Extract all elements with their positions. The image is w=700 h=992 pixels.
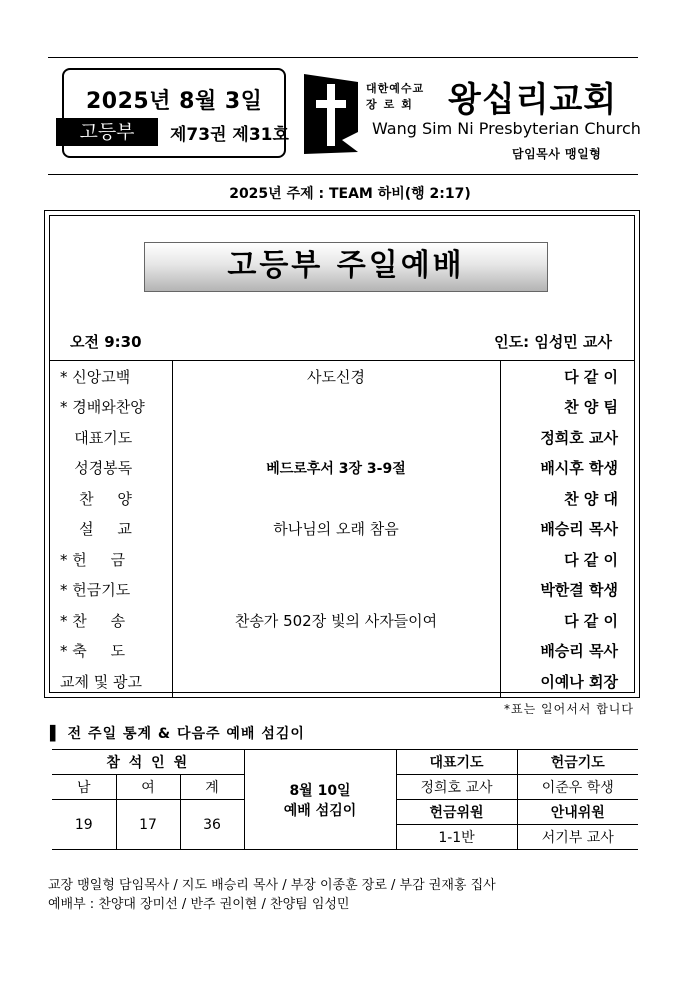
column-male: 남	[52, 775, 116, 800]
order-item-name: 대표기도	[50, 422, 172, 453]
department-badge: 고등부	[56, 118, 158, 146]
count-total: 36	[180, 800, 244, 850]
role-person: 정희호 교사	[396, 775, 517, 800]
role-label: 안내위원	[517, 800, 638, 825]
order-item-name: * 헌금기도	[50, 575, 172, 606]
order-item-name: * 신앙고백	[50, 361, 172, 392]
header-bottom-rule	[48, 174, 638, 175]
role-label: 대표기도	[396, 750, 517, 775]
order-item-leader: 정희호 교사	[540, 428, 618, 447]
order-row	[50, 453, 634, 484]
order-item-name: 교제 및 광고	[50, 666, 172, 697]
order-item-leader: 다 같 이	[564, 611, 618, 630]
order-item-leader: 배승리 목사	[540, 520, 618, 539]
order-item-name: 성경봉독	[50, 453, 172, 484]
senior-pastor: 담임목사 맹일형	[512, 147, 602, 161]
volume-issue: 제73권 제31호	[170, 125, 289, 145]
next-week-date: 8월 10일	[289, 782, 351, 799]
order-item-name: * 축 도	[50, 636, 172, 667]
footer-staff-line2: 예배부 : 찬양대 장미선 / 반주 권이현 / 찬양팀 임성민	[48, 897, 350, 912]
order-row	[50, 666, 634, 697]
standing-note: *표는 일어서서 합니다	[504, 702, 634, 716]
order-item-name: * 찬 송	[50, 605, 172, 636]
order-item-content	[172, 483, 500, 514]
order-row	[50, 514, 634, 545]
footer-staff-line1: 교장 맹일형 담임목사 / 지도 배승리 목사 / 부장 이종훈 장로 / 부감 권재홍 집사	[48, 878, 496, 893]
order-item-leader: 이예나 회장	[540, 672, 618, 691]
order-item-content	[172, 392, 500, 423]
cross-logo-icon	[302, 70, 360, 158]
order-row	[50, 575, 634, 606]
order-item-content: 베드로후서 3장 3-9절	[172, 453, 500, 484]
order-item-leader: 찬 양 대	[564, 489, 618, 508]
role-person: 서기부 교사	[517, 825, 638, 850]
order-item-leader: 박한결 학생	[540, 581, 618, 600]
order-item-name: * 경배와찬양	[50, 392, 172, 423]
service-leader: 인도: 임성민 교사	[494, 333, 612, 351]
role-label: 헌금기도	[517, 750, 638, 775]
order-item-content: 사도신경	[172, 361, 500, 392]
order-item-content: 찬송가 502장 빛의 사자들이여	[172, 605, 500, 636]
affiliation-line1: 대한예수교	[366, 82, 425, 95]
church-name: 왕십리교회	[448, 80, 618, 120]
order-item-leader: 배승리 목사	[540, 642, 618, 661]
column-female: 여	[116, 775, 180, 800]
next-week-servants	[244, 750, 396, 850]
bulletin-date: 2025년 8월 3일	[86, 89, 263, 114]
header-top-rule	[48, 57, 638, 58]
column-total: 계	[180, 775, 244, 800]
order-item-name: 설 교	[50, 514, 172, 545]
order-item-name: 찬 양	[50, 483, 172, 514]
order-row	[50, 361, 634, 392]
attendance-label: 참 석 인 원	[52, 750, 244, 775]
church-name-english: Wang Sim Ni Presbyterian Church	[372, 119, 641, 138]
order-item-content	[172, 422, 500, 453]
order-item-leader: 다 같 이	[564, 550, 618, 569]
order-item-content	[172, 575, 500, 606]
order-item-content	[172, 666, 500, 697]
order-row	[50, 483, 634, 514]
order-row	[50, 636, 634, 667]
next-week-label: 예배 섬김이	[283, 802, 357, 819]
order-of-worship-table	[50, 360, 634, 697]
year-theme: 2025년 주제 : TEAM 하비(행 2:17)	[229, 186, 471, 202]
order-row	[50, 422, 634, 453]
count-female: 17	[116, 800, 180, 850]
role-label: 헌금위원	[396, 800, 517, 825]
order-row	[50, 544, 634, 575]
stats-heading: ▌ 전 주일 통계 & 다음주 예배 섬김이	[50, 726, 305, 742]
stats-table	[52, 749, 638, 850]
service-title: 고등부 주일예배	[144, 242, 548, 292]
order-item-leader: 찬 양 팀	[564, 398, 618, 417]
count-male: 19	[52, 800, 116, 850]
affiliation-line2: 장로회	[366, 98, 419, 111]
order-item-name: * 헌 금	[50, 544, 172, 575]
order-item-leader: 배시후 학생	[540, 459, 618, 478]
role-person: 1-1반	[396, 825, 517, 850]
order-row	[50, 392, 634, 423]
order-row	[50, 605, 634, 636]
role-person: 이준우 학생	[517, 775, 638, 800]
service-time: 오전 9:30	[70, 333, 142, 351]
order-item-content: 하나님의 오래 참음	[172, 514, 500, 545]
order-item-leader: 다 같 이	[500, 361, 634, 392]
order-item-content	[172, 636, 500, 667]
order-item-content	[172, 544, 500, 575]
